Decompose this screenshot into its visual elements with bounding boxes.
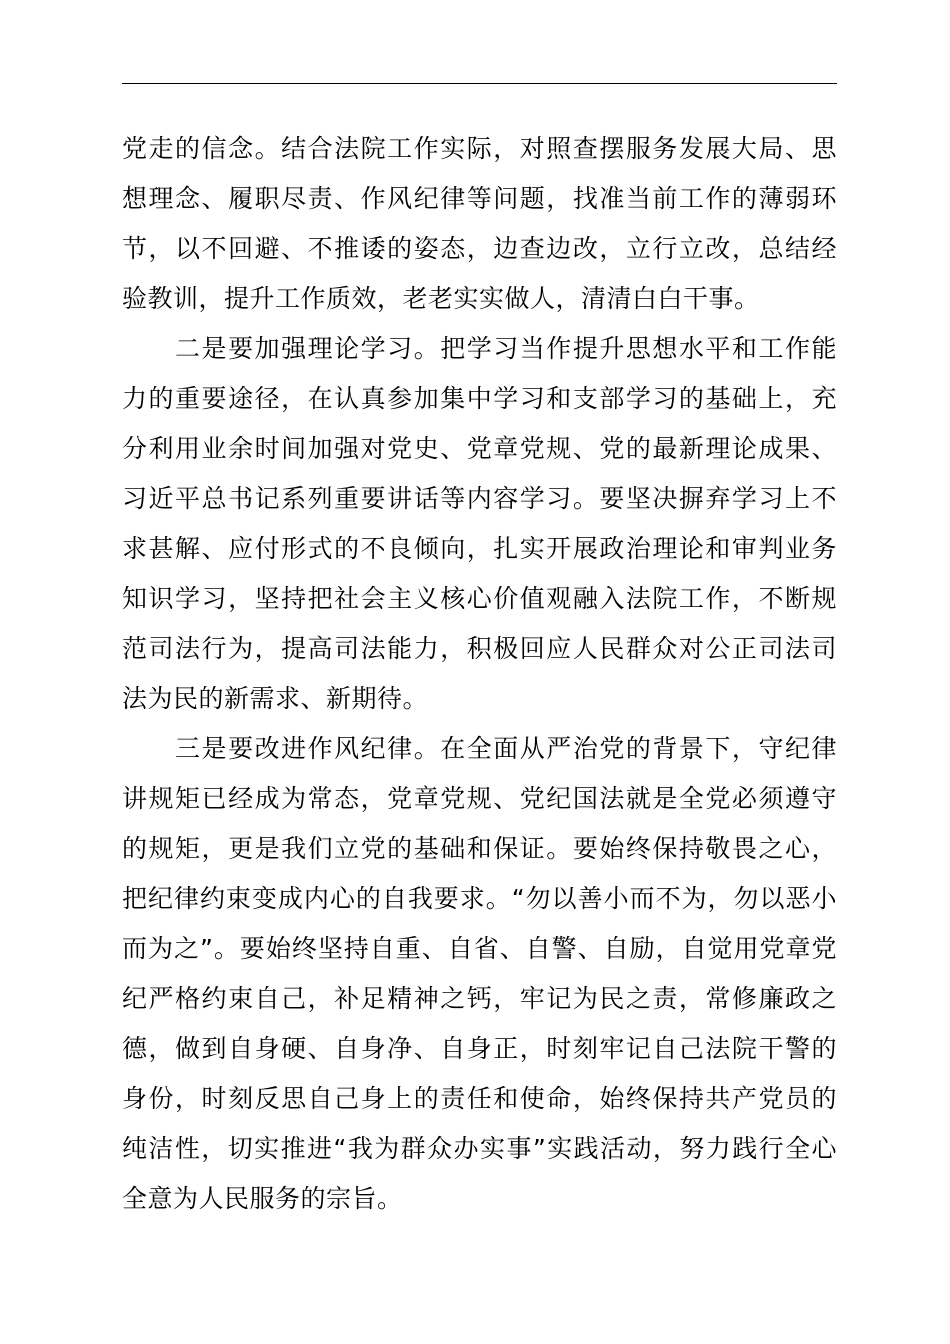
text-line: 身份，时刻反思自己身上的责任和使命，始终保持共产党员的 [122, 1084, 837, 1113]
text-line: 验教训，提升工作质效，老老实实做人，清清白白干事。 [122, 284, 760, 313]
paragraph-heading-line: 二是要加强理论学习。把学习当作提升思想水平和工作能 [122, 334, 837, 363]
text-line: 节，以不回避、不推诿的姿态，边查边改，立行立改，总结经 [122, 234, 837, 263]
text-line: 习近平总书记系列重要讲话等内容学习。要坚决摒弃学习上不 [122, 484, 837, 513]
text-line: 纯洁性，切实推进“我为群众办实事”实践活动，努力践行全心 [122, 1134, 837, 1163]
text-line: 知识学习，坚持把社会主义核心价值观融入法院工作，不断规 [122, 584, 837, 613]
text-line: 党走的信念。结合法院工作实际，对照查摆服务发展大局、思 [122, 134, 837, 163]
text-line: 分利用业余时间加强对党史、党章党规、党的最新理论成果、 [122, 434, 837, 463]
text-line: 范司法行为，提高司法能力，积极回应人民群众对公正司法司 [122, 634, 837, 663]
text-line: 把纪律约束变成内心的自我要求。“勿以善小而不为，勿以恶小 [122, 884, 837, 913]
text-line: 求甚解、应付形式的不良倾向，扎实开展政治理论和审判业务 [122, 534, 837, 563]
text-line: 纪严格约束自己，补足精神之钙，牢记为民之责，常修廉政之 [122, 984, 837, 1013]
body-text [122, 124, 837, 1224]
text-line: 德，做到自身硬、自身净、自身正，时刻牢记自己法院干警的 [122, 1034, 837, 1063]
text-line: 想理念、履职尽责、作风纪律等问题，找准当前工作的薄弱环 [122, 184, 837, 213]
text-line: 全意为人民服务的宗旨。 [122, 1184, 403, 1213]
text-line: 的规矩，更是我们立党的基础和保证。要始终保持敬畏之心， [122, 834, 837, 863]
text-line: 讲规矩已经成为常态，党章党规、党纪国法就是全党必须遵守 [122, 784, 837, 813]
text-line: 法为民的新需求、新期待。 [122, 684, 429, 713]
header-rule [122, 83, 837, 84]
text-line: 力的重要途径，在认真参加集中学习和支部学习的基础上，充 [122, 384, 837, 413]
text-line: 而为之”。要始终坚持自重、自省、自警、自励，自觉用党章党 [122, 934, 837, 963]
paragraph-heading-line: 三是要改进作风纪律。在全面从严治党的背景下，守纪律 [122, 734, 837, 763]
